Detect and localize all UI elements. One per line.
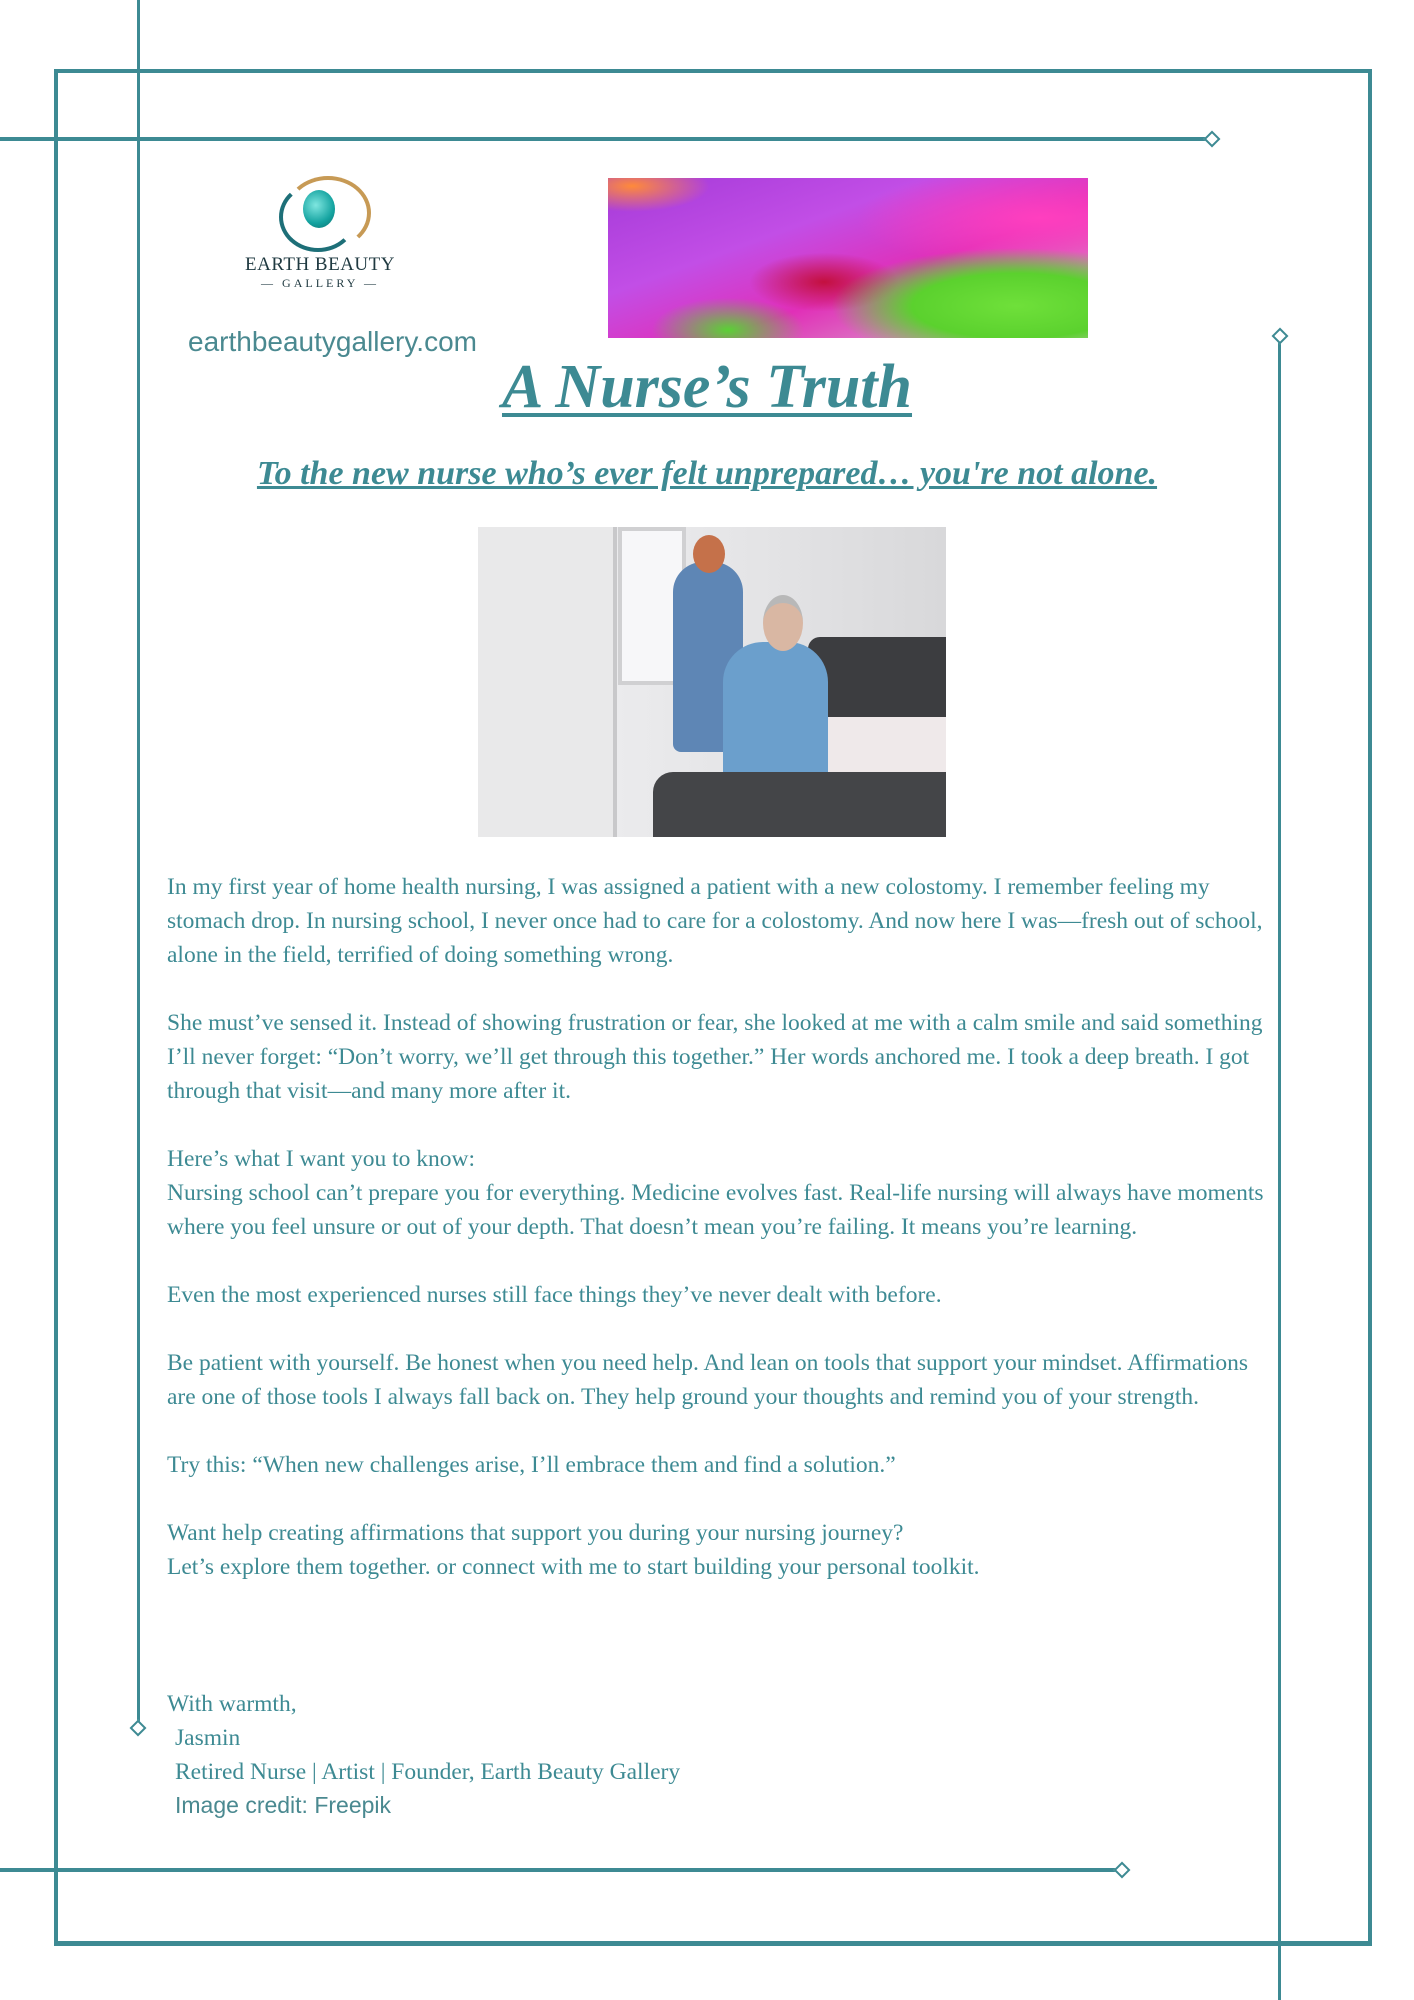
paragraph: Even the most experienced nurses still face things they’ve never dealt with before. [167, 1282, 942, 1308]
website-link[interactable]: earthbeautygallery.com [188, 326, 477, 357]
author-role: Retired Nurse | Artist | Founder, Earth Beauty Gallery [175, 1759, 681, 1785]
paragraph: Want help creating affirmations that support you during your nursing journey? Let’s explore them together. or connect with me to start building your personal toolkit. [167, 1520, 980, 1580]
logo-name: EARTH BEAUTY [245, 254, 395, 275]
paragraph: She must’ve sensed it. Instead of showing frustration or fear, she looked at me with a calm smile and said something I’ll never forget: “Don’t worry, we’ll get through this together.” Her words anchored me. I took a deep breath. I got through that visit—and many more after it. [167, 1010, 1263, 1104]
abstract-art-image [608, 178, 1088, 338]
paragraph: Try this: “When new challenges arise, I’ll embrace them and find a solution.” [167, 1452, 896, 1478]
top-accent-line [0, 137, 1206, 141]
signature [167, 1687, 680, 1789]
author-name: Jasmin [175, 1725, 241, 1751]
page-title: A Nurse’s Truth [501, 353, 913, 421]
letter-body [167, 870, 1267, 1618]
gem-swirl-icon [265, 168, 375, 248]
page-subtitle: To the new nurse who’s ever felt unprepared… you're not alone. [256, 455, 1158, 492]
paragraph: In my first year of home health nursing, I was assigned a patient with a new colostomy. I remember feeling my stomach drop. In nursing school, I never once had to care for a colostomy. And now here I was—fresh out of school, alone in the field, terrified of doing something wrong. [167, 874, 1263, 968]
logo-sub: — GALLERY — [261, 276, 379, 290]
bottom-accent-line [0, 1868, 1116, 1872]
closing: With warmth, [167, 1691, 297, 1717]
brand-logo [235, 168, 405, 303]
nurse-patient-photo [478, 527, 946, 837]
left-accent-line [137, 0, 140, 1722]
paragraph: Be patient with yourself. Be honest when you need help. And lean on tools that support your mindset. Affirmations are one of those tools I always fall back on. They help ground your thoughts and remind you of your strength. [167, 1350, 1249, 1410]
image-credit: Image credit: Freepik [175, 1792, 392, 1818]
paragraph: Here’s what I want you to know: Nursing school can’t prepare you for everything. Medicine evolves fast. Real-life nursing will always have moments where you feel unsure or out of your depth. That doesn’t mean you’re failing. It means you’re learning. [167, 1146, 1264, 1240]
right-accent-line [1278, 340, 1281, 2000]
